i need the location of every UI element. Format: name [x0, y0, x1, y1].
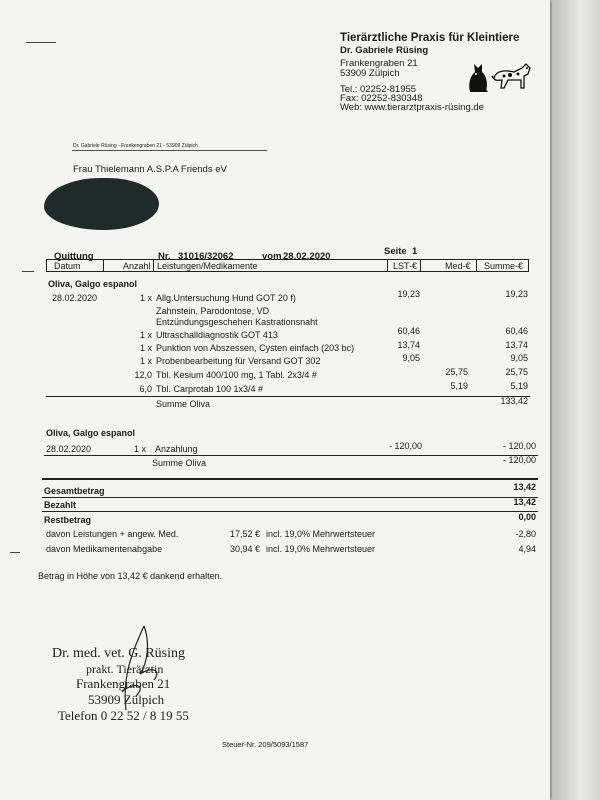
- table-header: [46, 259, 529, 272]
- column-header: Datum: [54, 261, 81, 271]
- stamp-line: prakt. Tierärztin: [86, 662, 164, 676]
- tax-note: incl. 19,0% Mehrwertsteuer: [266, 529, 376, 539]
- gesamt-label: Gesamtbetrag: [44, 486, 105, 496]
- stamp-line: 53909 Zülpich: [88, 692, 165, 707]
- row-quantity: 1 x: [139, 356, 152, 366]
- background-surface: [552, 0, 600, 800]
- divider: [42, 497, 538, 498]
- row-date: 28.02.2020: [52, 293, 98, 303]
- clinic-doctor: Dr. Gabriele Rüsing: [340, 45, 429, 56]
- fold-mark: [22, 271, 34, 272]
- row-lst: 60,46: [397, 326, 420, 336]
- divider: [72, 150, 267, 151]
- rest-value: 0,00: [518, 512, 536, 522]
- clinic-name: Tierärztliche Praxis für Kleintiere: [340, 32, 520, 44]
- bezahlt-value: 13,42: [513, 497, 536, 507]
- fold-mark: [26, 42, 56, 43]
- column-header: Leistungen/Medikamente: [157, 261, 258, 271]
- row-quantity: 12,0: [134, 370, 152, 380]
- stamp-line: Telefon 0 22 52 / 8 19 55: [58, 708, 189, 723]
- subtotal-label: Summe Oliva: [156, 399, 211, 409]
- row-date: 28.02.2020: [46, 444, 92, 454]
- fold-mark: [10, 552, 20, 553]
- tax-label: davon Medikamentenabgabe: [46, 544, 163, 554]
- patient-name: Oliva, Galgo espanol: [46, 428, 136, 438]
- clinic-street: Frankengraben 21: [340, 58, 418, 69]
- tax-note: incl. 19,0% Mehrwertsteuer: [266, 544, 376, 554]
- row-lst: 13,74: [397, 340, 420, 350]
- row-description: Tbl. Carprotab 100 1x3/4 #: [156, 384, 264, 394]
- patient-name: Oliva, Galgo espanol: [48, 279, 138, 289]
- row-lst: 9,05: [402, 353, 420, 363]
- page-number: 1: [412, 246, 418, 257]
- tax-number: Steuer-Nr. 209/5093/1587: [222, 740, 309, 749]
- gesamt-value: 13,42: [513, 482, 536, 492]
- tax-amount: 17,52 €: [229, 529, 260, 539]
- invoice-type: Quittung: [54, 251, 94, 262]
- invoice-date: 28.02.2020: [283, 251, 331, 262]
- row-med: 25,75: [445, 367, 468, 377]
- subtotal-label: Summe Oliva: [152, 458, 207, 468]
- row-description: Anzahlung: [155, 444, 198, 454]
- tax-amount: 30,94 €: [229, 544, 260, 554]
- row-med: 5,19: [450, 381, 468, 391]
- redacted-address: [44, 178, 159, 230]
- row-sum: 60,46: [505, 326, 528, 336]
- row-quantity: 1 x: [139, 343, 152, 353]
- totals-divider: [42, 478, 538, 480]
- row-lst: 19,23: [397, 289, 420, 299]
- row-sum: 19,23: [505, 289, 528, 299]
- payment-confirmation: Betrag in Höhe von 13,42 € dankend erhalten.: [38, 571, 223, 581]
- invoice-date-label: vom: [262, 251, 282, 262]
- row-quantity: 6,0: [139, 384, 152, 394]
- subtotal-divider: [44, 455, 538, 456]
- row-lst: - 120,00: [388, 441, 422, 451]
- clinic-fax: Fax: 02252-830348: [340, 93, 423, 104]
- row-sum: 5,19: [510, 381, 528, 391]
- clinic-web: Web: www.tierarztpraxis-rüsing.de: [340, 102, 484, 113]
- subtotal-divider: [46, 396, 530, 397]
- recipient-name: Frau Thielemann A.S.P.A Friends eV: [73, 164, 227, 175]
- cat-and-dog-logo-icon: [466, 58, 534, 94]
- signature-icon: [92, 622, 172, 714]
- row-description: Allg.Untersuchung Hund GOT 20 f): [156, 293, 296, 303]
- row-quantity: 1 x: [139, 330, 152, 340]
- row-description: Punktion von Abszessen, Cysten einfach (203 bc): [156, 343, 355, 353]
- column-header: Summe-€: [484, 261, 524, 271]
- stamp-line: Frankengraben 21: [76, 676, 171, 691]
- row-description: Zahnstein, Parodontose, VD: [156, 306, 270, 316]
- tax-label: davon Leistungen + angew. Med.: [46, 529, 179, 539]
- tax-value: 4,94: [518, 544, 536, 554]
- row-quantity: 1 x: [139, 293, 152, 303]
- sender-line: Dr. Gabriele Rüsing - Frankengraben 21 - 53909 Zülpich: [73, 143, 198, 149]
- row-sum: 9,05: [510, 353, 528, 363]
- clinic-city: 53909 Zülpich: [340, 68, 400, 79]
- subtotal-value: 133,42: [500, 396, 528, 406]
- rest-label: Restbetrag: [44, 515, 92, 525]
- clinic-tel: Tel.: 02252-81955: [340, 84, 417, 95]
- column-header: Anzahl: [123, 261, 151, 271]
- row-quantity: 1 x: [134, 444, 147, 454]
- column-header: LST-€: [393, 261, 418, 271]
- row-sum: 25,75: [505, 367, 528, 377]
- column-header: Med-€: [445, 261, 471, 271]
- row-sum: 13,74: [505, 340, 528, 350]
- bezahlt-label: Bezahlt: [44, 500, 77, 510]
- subtotal-value: - 120,00: [502, 455, 536, 465]
- page-label: Seite: [384, 246, 407, 257]
- divider: [42, 511, 538, 512]
- invoice-number: 31016/32062: [178, 251, 234, 262]
- row-sum: - 120,00: [502, 441, 536, 451]
- tax-value: -2,80: [515, 529, 536, 539]
- invoice-number-label: Nr.: [158, 251, 171, 262]
- row-description: Ultraschalldiagnostik GOT 413: [156, 330, 278, 340]
- row-description: Probenbearbeitung für Versand GOT 302: [156, 356, 321, 366]
- row-description: Tbl. Kesium 400/100 mg, 1 Tabl. 2x3/4 #: [156, 370, 317, 380]
- row-description: Entzündungsgeschehen Kastrationsnaht: [156, 317, 318, 327]
- stamp-line: Dr. med. vet. G. Rüsing: [52, 646, 185, 661]
